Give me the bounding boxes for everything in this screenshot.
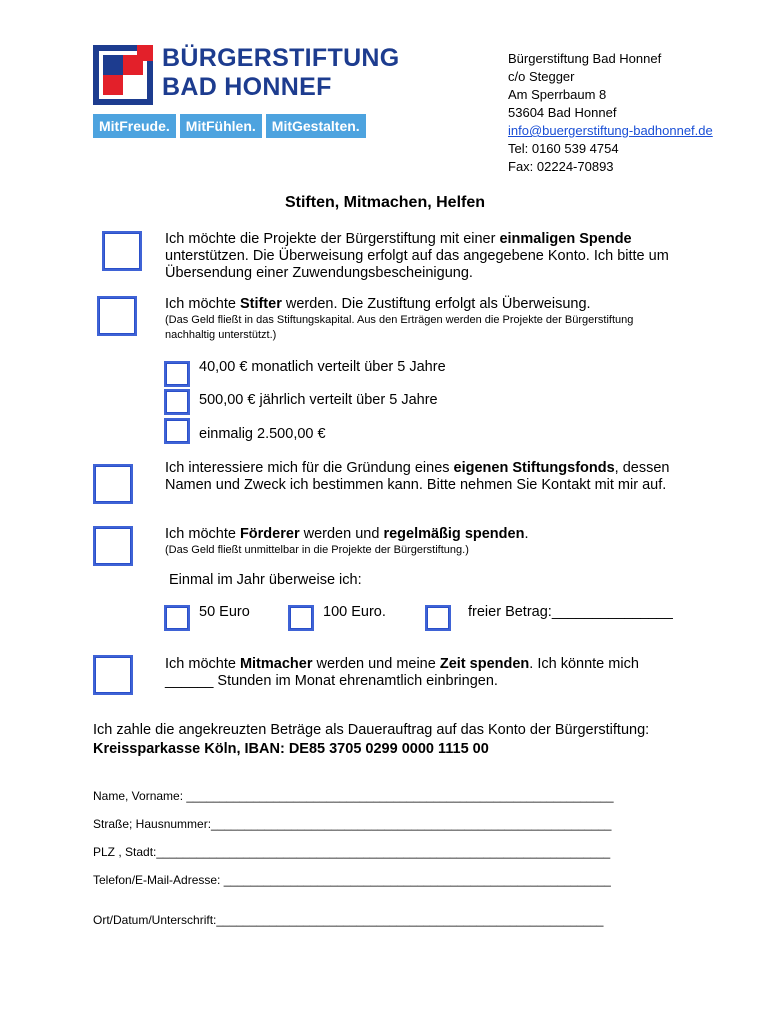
field-signature[interactable]: Ort/Datum/Unterschrift:__________________________________________________________ bbox=[93, 913, 604, 927]
tagline bbox=[93, 114, 366, 138]
mitmacher-text: Ich möchte Mitmacher werden und meine Zeit spenden. Ich könnte mich ______ Stunden im Monat ehrenamtlich einbringen. bbox=[165, 656, 639, 689]
amount-50-checkbox[interactable] bbox=[164, 605, 190, 631]
amount-100-label: 100 Euro. bbox=[323, 604, 386, 620]
foerderer-note: (Das Geld fließt unmittelbar in die Projekte der Bürgerstiftung.) bbox=[165, 544, 469, 556]
tagline-1: MitFreude. bbox=[93, 114, 176, 138]
stifter-once-checkbox[interactable] bbox=[164, 418, 190, 444]
page-title: Stiften, Mitmachen, Helfen bbox=[284, 194, 486, 211]
amount-free-label: freier Betrag:_______________ bbox=[468, 604, 673, 620]
fonds-checkbox[interactable] bbox=[93, 464, 133, 504]
tagline-3: MitGestalten. bbox=[266, 114, 366, 138]
field-name[interactable]: Name, Vorname: ________________________________________________________________ bbox=[93, 789, 614, 803]
amount-100-checkbox[interactable] bbox=[288, 605, 314, 631]
foerderer-text: Ich möchte Förderer werden und regelmäßig spenden. bbox=[165, 526, 529, 542]
spende-text: Ich möchte die Projekte der Bürgerstiftung mit einer einmaligen Spende unterstützen. Die Überweisung erfolgt auf das angegebene Konto. Ich bitte um Übersendung einer Zuwendungsbescheinigung. bbox=[165, 231, 669, 281]
stifter-yearly-checkbox[interactable] bbox=[164, 389, 190, 415]
stifter-note: (Das Geld fließt in das Stiftungskapital. Aus den Erträgen werden die Projekte der Bürgerstiftung nachhaltig unterstützt.) bbox=[165, 314, 634, 341]
tagline-2: MitFühlen. bbox=[180, 114, 262, 138]
address-block bbox=[508, 50, 713, 176]
stifter-once-label: einmalig 2.500,00 € bbox=[199, 426, 326, 442]
stifter-checkbox[interactable] bbox=[97, 296, 137, 336]
stifter-monthly-label: 40,00 € monatlich verteilt über 5 Jahre bbox=[199, 359, 446, 375]
address-fax: Fax: 02224-70893 bbox=[508, 159, 614, 174]
foerderer-checkbox[interactable] bbox=[93, 526, 133, 566]
stifter-text: Ich möchte Stifter werden. Die Zustiftung erfolgt als Überweisung. bbox=[165, 296, 591, 312]
bank-line-2: Kreissparkasse Köln, IBAN: DE85 3705 0299 0000 1115 00 bbox=[93, 741, 489, 757]
field-street[interactable]: Straße; Hausnummer:____________________________________________________________ bbox=[93, 817, 612, 831]
address-street: Am Sperrbaum 8 bbox=[508, 87, 607, 102]
fonds-text: Ich interessiere mich für die Gründung eines eigenen Stiftungsfonds, dessen Namen und Zweck ich bestimmen kann. Bitte nehmen Sie Kontakt mit mir auf. bbox=[165, 460, 670, 493]
mitmacher-checkbox[interactable] bbox=[93, 655, 133, 695]
address-tel: Tel: 0160 539 4754 bbox=[508, 141, 619, 156]
bank-line-1: Ich zahle die angekreuzten Beträge als Dauerauftrag auf das Konto der Bürgerstiftung: bbox=[93, 722, 650, 738]
field-city[interactable]: PLZ , Stadt:____________________________________________________________________ bbox=[93, 845, 611, 859]
spende-checkbox[interactable] bbox=[102, 231, 142, 271]
field-contact[interactable]: Telefon/E-Mail-Adresse: __________________________________________________________ bbox=[93, 873, 611, 887]
foerderer-yearly-label: Einmal im Jahr überweise ich: bbox=[169, 572, 362, 588]
email-link[interactable]: info@buergerstiftung-badhonnef.de bbox=[508, 123, 713, 138]
logo-title: BÜRGERSTIFTUNG BAD HONNEF bbox=[162, 44, 400, 101]
stifter-monthly-checkbox[interactable] bbox=[164, 361, 190, 387]
logo-mark-icon bbox=[93, 45, 153, 105]
address-co: c/o Stegger bbox=[508, 69, 575, 84]
amount-50-label: 50 Euro bbox=[199, 604, 250, 620]
bank-info bbox=[93, 722, 733, 758]
amount-free-checkbox[interactable] bbox=[425, 605, 451, 631]
stifter-yearly-label: 500,00 € jährlich verteilt über 5 Jahre bbox=[199, 392, 438, 408]
address-city: 53604 Bad Honnef bbox=[508, 105, 617, 120]
address-name: Bürgerstiftung Bad Honnef bbox=[508, 51, 662, 66]
